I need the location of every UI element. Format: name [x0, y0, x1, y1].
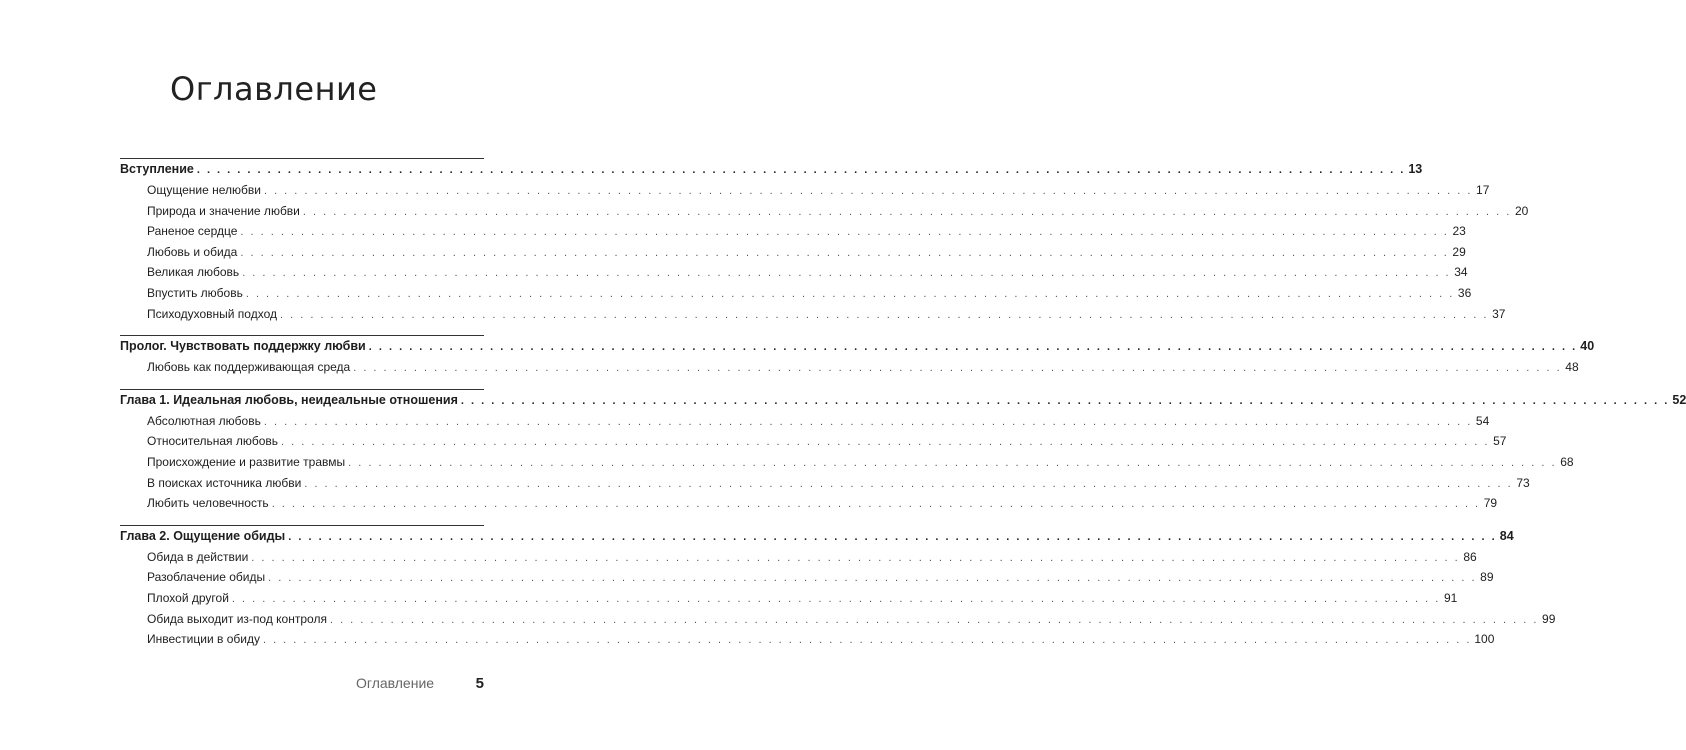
- dot-leader: . . . . . . . . . . . . . . . . . . . . . . . . . . . . . . . . . . . . . . . . . . . . . . . . . . . . . . . . . . . . . . . . . . . . . . . . . . . . . . . . . . . . . . . . . . . . . . . . . . . . . . . . . . . . . . . . . . . . . . . .: [240, 246, 1449, 259]
- toc-entry-title: Разоблачение обиды: [147, 570, 266, 585]
- dot-leader: . . . . . . . . . . . . . . . . . . . . . . . . . . . . . . . . . . . . . . . . . . . . . . . . . . . . . . . . . . . . . . . . . . . . . . . . . . . . . . . . . . . . . . . . . . . . . . . . . . . . . . . . . . . . . . . . . . . . . . . .: [245, 287, 1455, 300]
- table-of-contents: [120, 158, 1686, 661]
- toc-entry-title: Инвестиции в обиду: [147, 632, 260, 647]
- toc-section-entry[interactable]: [120, 183, 1490, 204]
- toc-chapter-block: [120, 525, 1556, 653]
- toc-page-number: 86: [1463, 549, 1477, 564]
- footer-page-number: 5: [475, 675, 484, 692]
- toc-entry-title: Абсолютная любовь: [147, 413, 261, 428]
- dot-leader: . . . . . . . . . . . . . . . . . . . . . . . . . . . . . . . . . . . . . . . . . . . . . . . . . . . . . . . . . . . . . . . . . . . . . . . . . . . . . . . . . . . . . . . . . . . . . . . . . . . . . . . . . . . . . . . . . . . . . . . .: [268, 572, 1477, 585]
- toc-chapter-block: [120, 158, 1529, 327]
- toc-chapter-heading[interactable]: [120, 526, 1514, 550]
- toc-chapter-heading[interactable]: [120, 390, 1686, 414]
- toc-section-entry[interactable]: [120, 590, 1458, 612]
- toc-section-entry[interactable]: [120, 224, 1466, 245]
- dot-leader: . . . . . . . . . . . . . . . . . . . . . . . . . . . . . . . . . . . . . . . . . . . . . . . . . . . . . . . . . . . . . . . . . . . . . . . . . . . . . . . . . . . . . . . . . . . . . . . . . . . . . . . . . . . . . . . . . . . . . . . .: [263, 415, 1473, 428]
- dot-leader: . . . . . . . . . . . . . . . . . . . . . . . . . . . . . . . . . . . . . . . . . . . . . . . . . . . . . . . . . . . . . . . . . . . . . . . . . . . . . . . . . . . . . . . . . . . . . . . . . . . . . . . . . . . . . . . . . . . . . . . .: [329, 613, 1539, 626]
- dot-leader: . . . . . . . . . . . . . . . . . . . . . . . . . . . . . . . . . . . . . . . . . . . . . . . . . . . . . . . . . . . . . . . . . . . . . . . . . . . . . . . . . . . . . . . . . . . . . . . . . . . . . . . . . . . . . . . . . . . . . . . .: [304, 477, 1513, 490]
- toc-page-number: 84: [1499, 528, 1514, 543]
- footer-section-label: Оглавление: [356, 675, 435, 691]
- toc-page-number: 13: [1408, 162, 1423, 176]
- toc-page-number: 73: [1516, 475, 1530, 490]
- toc-chapter-block: [120, 389, 1686, 517]
- toc-section-entry[interactable]: [120, 611, 1556, 633]
- dot-leader: . . . . . . . . . . . . . . . . . . . . . . . . . . . . . . . . . . . . . . . . . . . . . . . . . . . . . . . . . . . . . . . . . . . . . . . . . . . . . . . . . . . . . . . . . . . . . . . . . . . . . . . . . . . . . . . . . . . . . . . .: [263, 185, 1473, 197]
- toc-page-number: 29: [1452, 244, 1466, 259]
- dot-leader: . . . . . . . . . . . . . . . . . . . . . . . . . . . . . . . . . . . . . . . . . . . . . . . . . . . . . . . . . . . . . . . . . . . . . . . . . . . . . . . . . . . . . . . . . . . . . . . . . . . . . . . . . . . . . . . . . . . . . . . .: [262, 634, 1472, 647]
- dot-leader: . . . . . . . . . . . . . . . . . . . . . . . . . . . . . . . . . . . . . . . . . . . . . . . . . . . . . . . . . . . . . . . . . . . . . . . . . . . . . . . . . . . . . . . . . . . . . . . . . . . . . . . . . . . . . . . . . . . . . . . .: [231, 592, 1441, 605]
- toc-chapter-heading[interactable]: [120, 159, 1423, 183]
- dot-leader: . . . . . . . . . . . . . . . . . . . . . . . . . . . . . . . . . . . . . . . . . . . . . . . . . . . . . . . . . . . . . . . . . . . . . . . . . . . . . . . . . . . . . . . . . . . . . . . . . . . . . . . . . . . . . . . . . . . . . . . .: [288, 530, 1497, 543]
- toc-page-number: 17: [1476, 183, 1490, 197]
- page-title: Оглавление: [170, 70, 378, 108]
- dot-leader: . . . . . . . . . . . . . . . . . . . . . . . . . . . . . . . . . . . . . . . . . . . . . . . . . . . . . . . . . . . . . . . . . . . . . . . . . . . . . . . . . . . . . . . . . . . . . . . . . . . . . . . . . . . . . . . . . . . . . . . .: [251, 551, 1460, 564]
- toc-page-number: 79: [1483, 496, 1498, 511]
- dot-leader: . . . . . . . . . . . . . . . . . . . . . . . . . . . . . . . . . . . . . . . . . . . . . . . . . . . . . . . . . . . . . . . . . . . . . . . . . . . . . . . . . . . . . . . . . . . . . . . . . . . . . . . . . . . . . . . . . . . . . . . .: [302, 205, 1512, 218]
- toc-page-number: 91: [1443, 590, 1458, 605]
- toc-page-number: 52: [1672, 392, 1686, 407]
- toc-section-entry[interactable]: [120, 203, 1529, 225]
- toc-entry-title: Происхождение и развитие травмы: [147, 454, 346, 469]
- toc-page-number: 54: [1475, 413, 1490, 428]
- dot-leader: . . . . . . . . . . . . . . . . . . . . . . . . . . . . . . . . . . . . . . . . . . . . . . . . . . . . . . . . . . . . . . . . . . . . . . . . . . . . . . . . . . . . . . . . . . . . . . . . . . . . . . . . . . . . . . . . . . . . . . . .: [280, 308, 1489, 321]
- toc-section-entry[interactable]: [120, 360, 1579, 381]
- toc-page-number: 57: [1493, 434, 1507, 449]
- dot-leader: . . . . . . . . . . . . . . . . . . . . . . . . . . . . . . . . . . . . . . . . . . . . . . . . . . . . . . . . . . . . . . . . . . . . . . . . . . . . . . . . . . . . . . . . . . . . . . . . . . . . . . . . . . . . . . . . . . . . . . . .: [460, 394, 1670, 407]
- toc-page-number: 100: [1474, 632, 1495, 647]
- toc-section-entry[interactable]: [120, 306, 1506, 328]
- toc-section-entry[interactable]: [120, 496, 1498, 517]
- toc-page-number: 36: [1457, 285, 1472, 300]
- toc-page-number: 89: [1480, 570, 1494, 585]
- toc-page-number: 37: [1492, 306, 1506, 321]
- toc-entry-title: Глава 1. Идеальная любовь, неидеальные отношения: [120, 392, 458, 407]
- toc-entry-title: Природа и значение любви: [147, 203, 300, 218]
- page-footer: [356, 675, 484, 692]
- dot-leader: . . . . . . . . . . . . . . . . . . . . . . . . . . . . . . . . . . . . . . . . . . . . . . . . . . . . . . . . . . . . . . . . . . . . . . . . . . . . . . . . . . . . . . . . . . . . . . . . . . . . . . . . . . . . . . . . . . . . . . . .: [281, 436, 1490, 449]
- toc-entry-title: Относительная любовь: [147, 434, 279, 449]
- toc-section-entry[interactable]: [120, 549, 1477, 571]
- toc-entry-title: Любовь как поддерживающая среда: [147, 360, 351, 375]
- toc-entry-title: Впустить любовь: [147, 285, 243, 300]
- toc-entry-title: Обида выходит из-под контроля: [147, 611, 327, 626]
- toc-entry-title: Глава 2. Ощущение обиды: [120, 528, 286, 543]
- toc-section-entry[interactable]: [120, 285, 1472, 307]
- toc-entry-title: Психодуховный подход: [147, 306, 277, 321]
- toc-entry-title: Ощущение нелюбви: [147, 183, 261, 197]
- toc-page-number: 34: [1454, 265, 1468, 280]
- toc-chapter-heading[interactable]: [120, 336, 1595, 360]
- toc-section-entry[interactable]: [120, 632, 1495, 653]
- toc-page-number: 40: [1580, 339, 1595, 354]
- toc-section-entry[interactable]: [120, 475, 1530, 497]
- toc-entry-title: Плохой другой: [147, 590, 229, 605]
- toc-entry-title: Вступление: [120, 162, 194, 176]
- toc-entry-title: Любить человечность: [147, 496, 269, 511]
- dot-leader: . . . . . . . . . . . . . . . . . . . . . . . . . . . . . . . . . . . . . . . . . . . . . . . . . . . . . . . . . . . . . . . . . . . . . . . . . . . . . . . . . . . . . . . . . . . . . . . . . . . . . . . . . . . . . . . . . . . . . . . .: [242, 267, 1451, 280]
- toc-page-number: 20: [1514, 203, 1529, 218]
- toc-entry-title: Обида в действии: [147, 549, 249, 564]
- toc-section-entry[interactable]: [120, 265, 1468, 286]
- toc-section-entry[interactable]: [120, 244, 1466, 266]
- toc-entry-title: Пролог. Чувствовать поддержку любви: [120, 339, 366, 354]
- toc-entry-title: В поисках источника любви: [147, 475, 302, 490]
- dot-leader: . . . . . . . . . . . . . . . . . . . . . . . . . . . . . . . . . . . . . . . . . . . . . . . . . . . . . . . . . . . . . . . . . . . . . . . . . . . . . . . . . . . . . . . . . . . . . . . . . . . . . . . . . . . . . . . . . . . . . . . .: [348, 456, 1557, 469]
- toc-section-entry[interactable]: [120, 454, 1574, 476]
- toc-chapter-block: [120, 335, 1595, 381]
- toc-page-number: 68: [1560, 454, 1574, 469]
- dot-leader: . . . . . . . . . . . . . . . . . . . . . . . . . . . . . . . . . . . . . . . . . . . . . . . . . . . . . . . . . . . . . . . . . . . . . . . . . . . . . . . . . . . . . . . . . . . . . . . . . . . . . . . . . . . . . . . . . . . . . . . .: [271, 498, 1481, 511]
- dot-leader: . . . . . . . . . . . . . . . . . . . . . . . . . . . . . . . . . . . . . . . . . . . . . . . . . . . . . . . . . . . . . . . . . . . . . . . . . . . . . . . . . . . . . . . . . . . . . . . . . . . . . . . . . . . . . . . . . . . . . . . .: [196, 164, 1406, 176]
- toc-section-entry[interactable]: [120, 413, 1490, 435]
- dot-leader: . . . . . . . . . . . . . . . . . . . . . . . . . . . . . . . . . . . . . . . . . . . . . . . . . . . . . . . . . . . . . . . . . . . . . . . . . . . . . . . . . . . . . . . . . . . . . . . . . . . . . . . . . . . . . . . . . . . . . . . .: [240, 226, 1449, 239]
- toc-section-entry[interactable]: [120, 570, 1494, 591]
- toc-page-number: 99: [1542, 611, 1556, 626]
- toc-page-number: 48: [1565, 360, 1579, 375]
- toc-entry-title: Раненое сердце: [147, 224, 238, 239]
- dot-leader: . . . . . . . . . . . . . . . . . . . . . . . . . . . . . . . . . . . . . . . . . . . . . . . . . . . . . . . . . . . . . . . . . . . . . . . . . . . . . . . . . . . . . . . . . . . . . . . . . . . . . . . . . . . . . . . . . . . . . . . .: [353, 362, 1562, 375]
- toc-entry-title: Великая любовь: [147, 265, 240, 280]
- toc-section-entry[interactable]: [120, 434, 1507, 455]
- dot-leader: . . . . . . . . . . . . . . . . . . . . . . . . . . . . . . . . . . . . . . . . . . . . . . . . . . . . . . . . . . . . . . . . . . . . . . . . . . . . . . . . . . . . . . . . . . . . . . . . . . . . . . . . . . . . . . . . . . . . . . . .: [368, 341, 1578, 354]
- toc-entry-title: Любовь и обида: [147, 244, 238, 259]
- toc-page-number: 23: [1452, 224, 1466, 239]
